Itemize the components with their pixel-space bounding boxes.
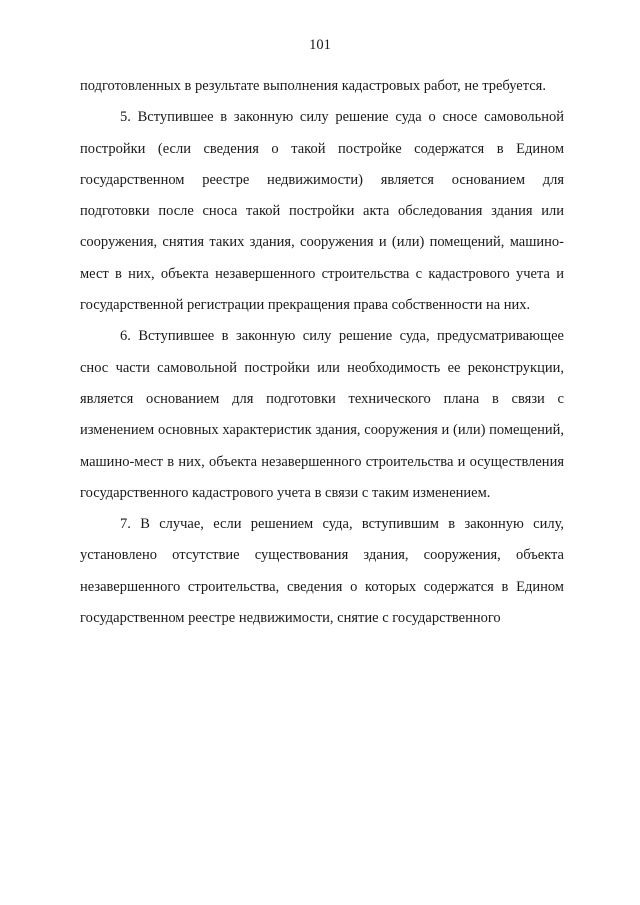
paragraph-item-5: 5. Вступившее в законную силу решение суда о сносе самовольной постройки (если сведения о такой постройке содержатся в Едином государственном реестре недвижимости) является основанием для подготовки после сноса такой постройки акта обследования здания или сооружения, снятия таких здания, сооружения и (или) помещений, машино-мест в них, объекта незавершенного строительства с кадастрового учета и государственной регистрации прекращения права собственности на них. [80, 109, 564, 314]
page-number: 101 [309, 37, 331, 53]
paragraph-continuation: подготовленных в результате выполнения кадастровых работ, не требуется. [80, 78, 546, 94]
paragraph-item-6: 6. Вступившее в законную силу решение суда, предусматривающее снос части самовольной постройки или необходимость ее реконструкции, является основанием для подготовки технического плана в связи с изменением основных характеристик здания, сооружения и (или) помещений, машино-мест в них, объекта незавершенного строительства и осуществления государственного кадастрового учета в связи с таким изменением. [80, 328, 564, 501]
document-body [80, 71, 564, 634]
paragraph-item-7: 7. В случае, если решением суда, вступившим в законную силу, установлено отсутствие существования здания, сооружения, объекта незавершенного строительства, сведения о которых содержатся в Едином государственном реестре недвижимости, снятие с государственного [80, 516, 564, 627]
